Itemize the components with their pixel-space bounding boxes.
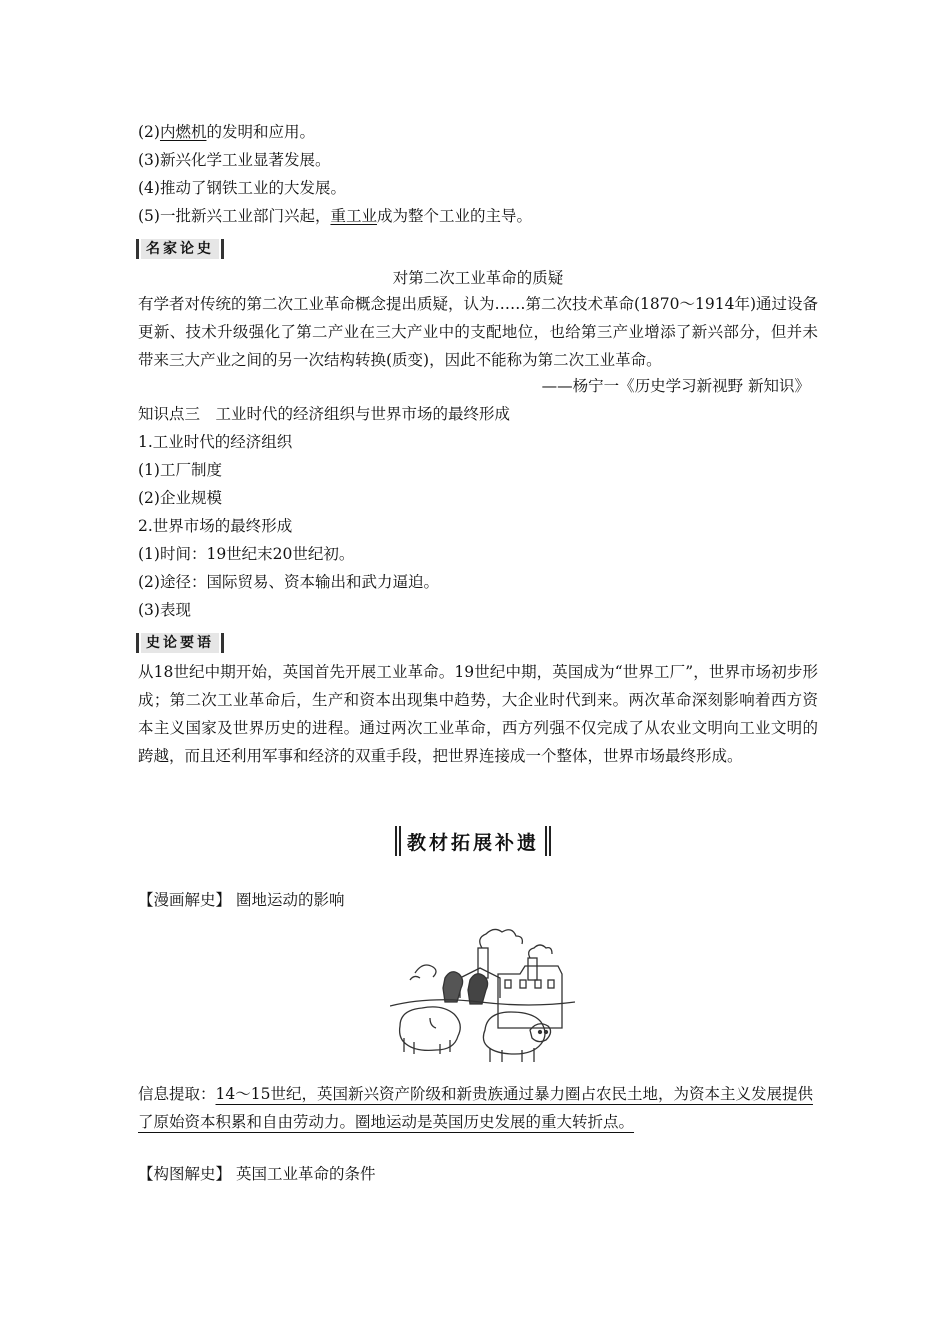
subsection-2: 2.世界市场的最终形成 <box>138 517 293 535</box>
list-item: (3)表现 <box>138 601 191 619</box>
list-item: (1)工厂制度 <box>138 461 222 479</box>
summary-body: 从18世纪中期开始，英国首先开展工业革命。19世纪中期，英国成为“世界工厂”，世界市场初步形成；第二次工业革命后，生产和资本出现集中趋势，大企业时代到来。两次革命深刻影响着西方资本主义国家及世界历史的进程。通过两次工业革命，西方列强不仅完成了从农业文明向工业文明的跨越，而且还利用军事和经济的双重手段，把世界连接成一个整体，世界市场最终形成。 <box>138 663 818 765</box>
list-item-4: (4)推动了钢铁工业的大发展。 <box>138 179 346 197</box>
list-item: (2)途径：国际贸易、资本输出和武力逼迫。 <box>138 573 439 591</box>
info-extraction: 信息提取：14～15世纪，英国新兴资产阶级和新贵族通过暴力圈占农民土地，为资本主义发展提供了原始资本积累和自由劳动力。圈地运动是英国历史发展的重大转折点。 <box>138 1085 813 1131</box>
subsection-1: 1.工业时代的经济组织 <box>138 433 293 451</box>
list-item-3: (3)新兴化学工业显著发展。 <box>138 151 331 169</box>
quote-title: 对第二次工业革命的质疑 <box>392 269 564 287</box>
quote-source: ——杨宁一《历史学习新视野 新知识》 <box>541 377 810 395</box>
list-item: (2)企业规模 <box>138 489 222 507</box>
section-tag-mingjia: 名家论史 <box>136 238 224 260</box>
cartoon-heading: 【漫画解史】 圈地运动的影响 <box>138 891 345 909</box>
list-item-2: (2)内燃机的发明和应用。 <box>138 123 315 141</box>
underlined-term: 内燃机 <box>159 123 207 141</box>
list-item: (1)时间：19世纪末20世纪初。 <box>138 545 355 563</box>
list-item-5: (5)一批新兴工业部门兴起，重工业成为整个工业的主导。 <box>138 207 532 225</box>
quote-body: 有学者对传统的第二次工业革命概念提出质疑，认为……第二次技术革命(1870～1914年)通过设备更新、技术升级强化了第二产业在三大产业中的支配地位，也给第三产业增添了新兴部分，但并未带来三大产业之间的另一次结构转换(质变)，因此不能称为第二次工业革命。 <box>138 295 818 369</box>
structure-heading: 【构图解史】 英国工业革命的条件 <box>138 1165 376 1183</box>
knowledge-point-heading: 知识点三 工业时代的经济组织与世界市场的最终形成 <box>138 405 511 423</box>
section-tag-shilun: 史论要语 <box>136 632 224 654</box>
underlined-term: 重工业 <box>330 207 377 225</box>
cartoon-illustration <box>390 918 575 1073</box>
section-title: 教材拓展补遗 <box>395 825 551 857</box>
